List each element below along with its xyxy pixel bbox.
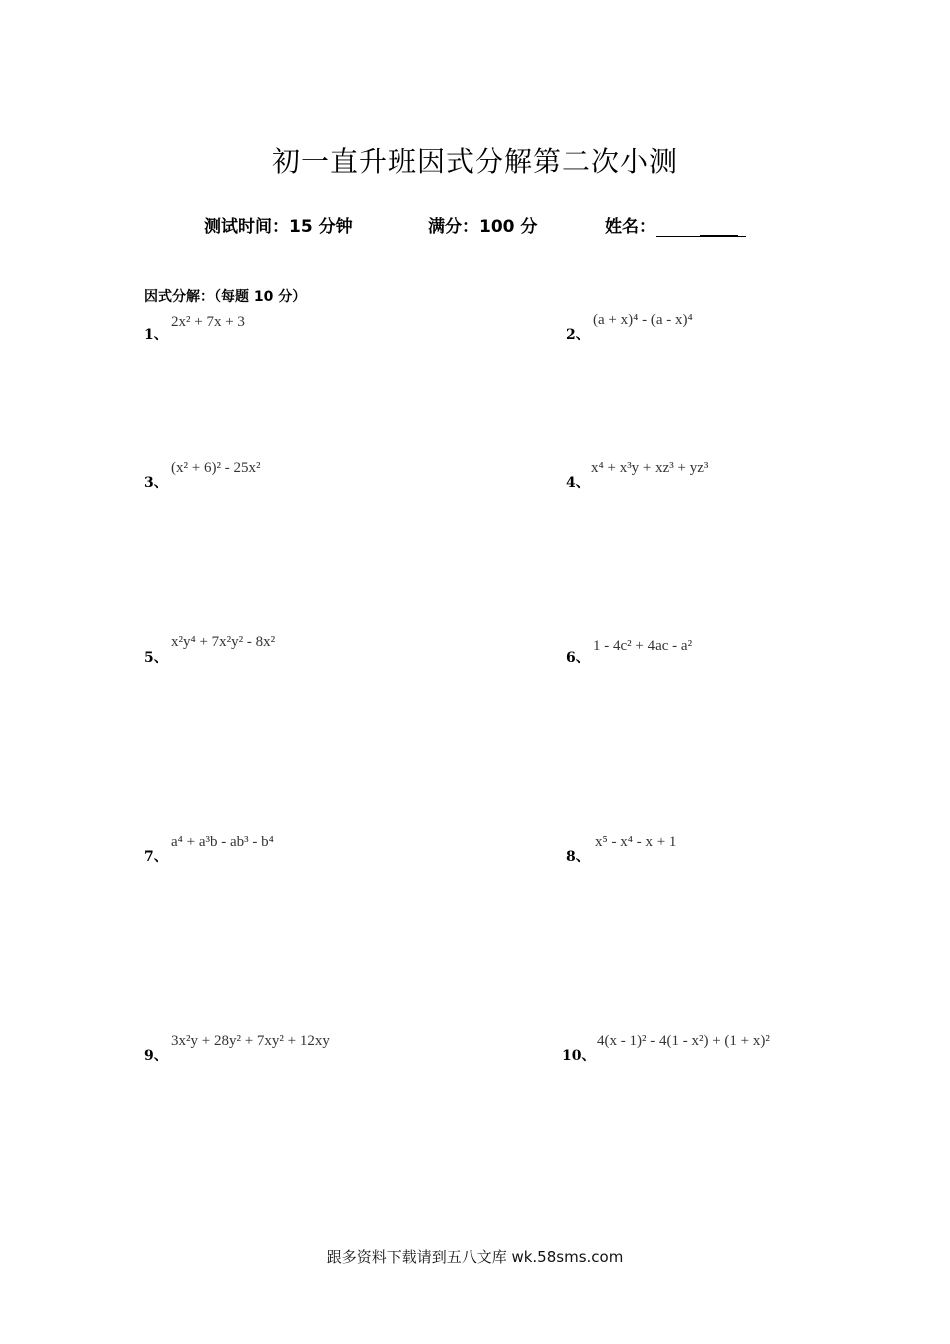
name-field — [605, 212, 746, 237]
test-time: 测试时间：15 分钟 — [204, 217, 353, 237]
problem-expression: x⁵ - x⁴ - x + 1 — [595, 834, 677, 850]
section-heading: 因式分解：（每题 10 分） — [144, 289, 307, 305]
name-label: 姓名： — [605, 217, 656, 237]
problem-expression: 3x²y + 28y² + 7xy² + 12xy — [171, 1033, 330, 1049]
problem-expression: a⁴ + a³b - ab³ - b⁴ — [171, 834, 274, 850]
page-title: 初一直升班因式分解第二次小测 — [271, 145, 678, 178]
problem-number: 7、 — [144, 849, 168, 865]
problem-number: 9、 — [144, 1048, 168, 1064]
problem-number: 10、 — [562, 1048, 596, 1064]
problem-number: 2、 — [566, 327, 590, 343]
problem-expression: (x² + 6)² - 25x² — [171, 460, 261, 476]
problem-number: 4、 — [566, 475, 590, 491]
problem-expression: x²y⁴ + 7x²y² - 8x² — [171, 634, 276, 650]
problem-expression: 2x² + 7x + 3 — [171, 314, 245, 330]
problem-number: 6、 — [566, 650, 590, 666]
problem-expression: 1 - 4c² + 4ac - a² — [593, 638, 693, 654]
full-score: 满分：100 分 — [428, 217, 538, 237]
problem-number: 8、 — [566, 849, 590, 865]
problem-number: 3、 — [144, 475, 168, 491]
problem-expression: (a + x)⁴ - (a - x)⁴ — [593, 312, 693, 328]
problem-number: 1、 — [144, 327, 168, 343]
problem-number: 5、 — [144, 650, 168, 666]
problem-expression: 4(x - 1)² - 4(1 - x²) + (1 + x)² — [597, 1033, 770, 1049]
name-blank[interactable] — [656, 218, 746, 237]
problem-expression: x⁴ + x³y + xz³ + yz³ — [591, 460, 709, 476]
footer-link[interactable]: 跟多资料下载请到五八文库 wk.58sms.com — [326, 1248, 624, 1266]
